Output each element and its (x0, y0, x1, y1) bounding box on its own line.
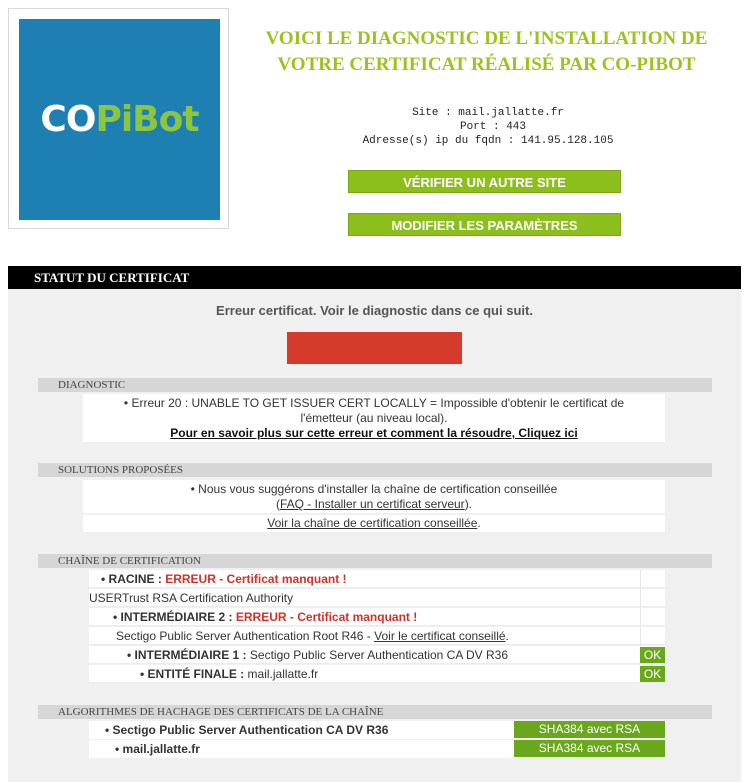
root-cert-name: USERTrust RSA Certification Authority (89, 591, 294, 605)
logo-pibot-text: PiBot (95, 99, 199, 140)
solutions-faq-line (83, 497, 665, 512)
solutions-box (83, 480, 665, 513)
chain-link-period: . (477, 516, 481, 530)
logo-frame (8, 8, 229, 229)
chain-row-inter2-name (89, 627, 665, 645)
faq-open-paren: ( (275, 497, 280, 511)
error-status-indicator (287, 332, 462, 364)
status-panel (8, 289, 741, 782)
inter2-label: • INTERMÉDIAIRE 2 : (113, 610, 236, 624)
chain-row-inter1 (89, 646, 665, 664)
diagnostic-line2: l'émetteur (au niveau local). (300, 411, 448, 425)
solutions-line1: • Nous vous suggérons d'installer la chaîne de certification conseillée (190, 482, 558, 496)
diagnostic-heading: DIAGNOSTIC (38, 378, 712, 392)
site-info (268, 106, 708, 148)
page-title: VOICI LE DIAGNOSTIC DE L'INSTALLATION DE VOTRE CERTIFICAT RÉALISÉ PAR CO-PIBOT (265, 28, 708, 75)
root-label: • RACINE : (101, 572, 166, 586)
check-other-site-button[interactable]: VÉRIFIER UN AUTRE SITE (348, 170, 621, 193)
inter1-label: • INTERMÉDIAIRE 1 : (127, 648, 250, 662)
edit-params-button[interactable]: MODIFIER LES PARAMÈTRES (348, 213, 621, 236)
logo-wordmark (19, 99, 220, 140)
diagnostic-box (83, 394, 665, 442)
diagnostic-help-link[interactable]: Pour en savoir plus sur cette erreur et comment la résoudre, Cliquez ici (170, 426, 578, 440)
inter2-status-cell (640, 608, 665, 626)
algo-row-final (89, 740, 665, 758)
inter2-name-text (116, 627, 509, 645)
root-error: ERREUR - Certificat manquant ! (165, 572, 347, 586)
final-cert-name: mail.jallatte.fr (247, 667, 319, 681)
final-label: • ENTITÉ FINALE : (140, 667, 248, 681)
port-line: Port : 443 (459, 121, 526, 133)
faq-link[interactable]: FAQ - Installer un certificat serveur (279, 497, 465, 511)
solutions-heading: SOLUTIONS PROPOSÉES (38, 463, 712, 477)
final-text (140, 665, 318, 683)
inter2-error: ERREUR - Certificat manquant ! (235, 610, 418, 624)
ip-line: Adresse(s) ip du fqdn : 141.95.128.105 (362, 135, 614, 147)
copibot-logo (19, 19, 220, 220)
chain-row-inter2 (89, 608, 665, 626)
algo-row-intermediate (89, 721, 665, 739)
inter1-ok-badge: OK (640, 647, 665, 663)
algorithms-heading: ALGORITHMES DE HACHAGE DES CERTIFICATS DE LA CHAÎNE (38, 705, 712, 719)
recommended-chain-link[interactable]: Voir la chaîne de certification conseillée (267, 516, 478, 530)
inter1-text (127, 646, 508, 664)
site-line: Site : mail.jallatte.fr (412, 107, 564, 119)
diagnostic-line1: • Erreur 20 : UNABLE TO GET ISSUER CERT LOCALLY = Impossible d'obtenir le certificat de (123, 396, 625, 410)
chain-row-root-name (89, 589, 665, 607)
inter2-name-status-cell (640, 627, 665, 645)
root-text (101, 570, 347, 588)
inter2-recommended-link[interactable]: Voir le certificat conseillé (374, 629, 506, 643)
logo-co-text: CO (40, 99, 96, 140)
chain-row-root (89, 570, 665, 588)
root-status-cell (640, 570, 665, 588)
algo-row2-name: • mail.jallatte.fr (115, 742, 200, 756)
status-section-header: STATUT DU CERTIFICAT (8, 266, 741, 289)
inter2-text (113, 608, 417, 626)
final-ok-badge: OK (640, 666, 665, 682)
inter2-link-period: . (505, 629, 509, 643)
faq-close-paren: ). (464, 497, 473, 511)
algo-row1-badge: SHA384 avec RSA (514, 721, 665, 738)
error-message: Erreur certificat. Voir le diagnostic dans ce qui suit. (216, 303, 533, 318)
algo-row2-badge: SHA384 avec RSA (514, 740, 665, 757)
algo-row1-name: • Sectigo Public Server Authentication CA DV R36 (105, 723, 389, 737)
chain-heading: CHAÎNE DE CERTIFICATION (38, 554, 712, 568)
chain-row-final (89, 665, 665, 683)
inter2-cert-name: Sectigo Public Server Authentication Root R46 - (116, 629, 375, 643)
inter1-cert-name: Sectigo Public Server Authentication CA DV R36 (249, 648, 509, 662)
root-name-status-cell (640, 589, 665, 607)
chain-link-row (83, 515, 665, 532)
